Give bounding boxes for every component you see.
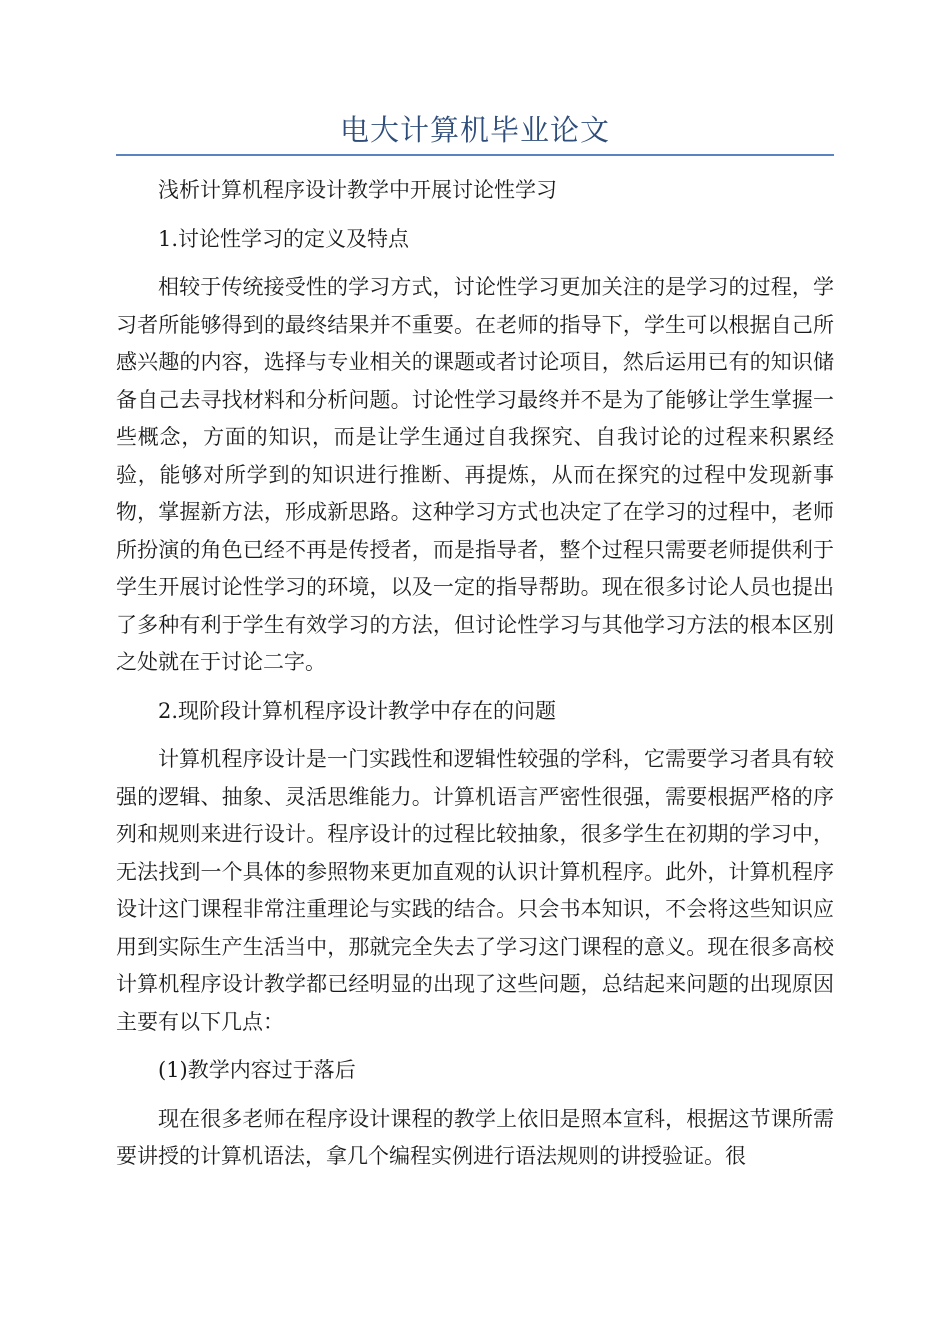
section-heading-2: 2.现阶段计算机程序设计教学中存在的问题 [158,698,557,723]
paper-subtitle: 浅析计算机程序设计教学中开展讨论性学习 [158,178,557,202]
document-body [116,172,834,1176]
section-paragraph-2: 计算机程序设计是一门实践性和逻辑性较强的学科，它需要学习者具有较强的逻辑、抽象、灵活思维能力。计算机语言严密性很强，需要根据严格的序列和规则来进行设计。程序设计的过程比较抽象，很多学生在初期的学习中，无法找到一个具体的参照物来更加直观的认识计算机程序。此外，计算机程序设计这门课程非常注重理论与实践的结合。只会书本知识，不会将这些知识应用到实际生产生活当中，那就完全失去了学习这门课程的意义。现在很多高校计算机程序设计教学都已经明显的出现了这些问题，总结起来问题的出现原因主要有以下几点： [116,747,834,1034]
spacer [116,1090,834,1101]
spacer [116,210,834,221]
subsection-heading-1: (1)教学内容过于落后 [158,1058,356,1082]
document-title: 电大计算机毕业论文 [339,113,610,147]
title-underline [116,154,834,156]
spacer [116,1041,834,1052]
section-heading-1: 1.讨论性学习的定义及特点 [158,226,410,251]
spacer [116,258,834,269]
section-paragraph-1: 相较于传统接受性的学习方式，讨论性学习更加关注的是学习的过程，学习者所能够得到的最终结果并不重要。在老师的指导下，学生可以根据自己所感兴趣的内容，选择与专业相关的课题或者讨论项目，然后运用已有的知识储备自己去寻找材料和分析问题。讨论性学习最终并不是为了能够让学生掌握一些概念，方面的知识，而是让学生通过自我探究、自我讨论的过程来积累经验，能够对所学到的知识进行推断、再提炼，从而在探究的过程中发现新事物，掌握新方法，形成新思路。这种学习方式也决定了在学习的过程中，老师所扮演的角色已经不再是传授者，而是指导者，整个过程只需要老师提供利于学生开展讨论性学习的环境，以及一定的指导帮助。现在很多讨论人员也提出了多种有利于学生有效学习的方法，但讨论性学习与其他学习方法的根本区别之处就在于讨论二字。 [116,275,834,674]
spacer [116,682,834,693]
subsection-paragraph-1: 现在很多老师在程序设计课程的教学上依旧是照本宣科，根据这节课所需要讲授的计算机语法，拿几个编程实例进行语法规则的讲授验证。很 [116,1106,834,1168]
spacer [116,730,834,741]
